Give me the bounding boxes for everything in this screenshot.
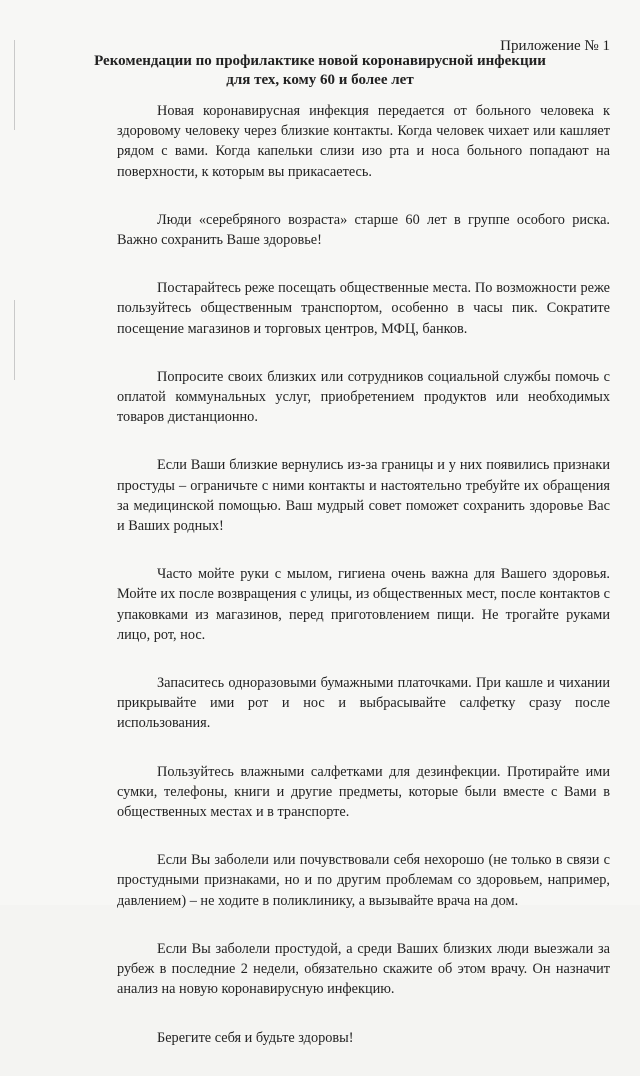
document-title xyxy=(0,52,640,90)
document-body xyxy=(117,101,610,1076)
appendix-label: Приложение № 1 xyxy=(500,38,610,54)
scan-edge-mark xyxy=(14,300,15,380)
paragraph-2: Люди «серебряного возраста» старше 60 лет в группе особого риска. Важно сохранить Ваше здоровье! xyxy=(117,211,610,249)
paragraph-9: Если Вы заболели или почувствовали себя нехорошо (не только в связи с простудными признаками, но и по другим проблемам со здоровьем, например, давлением) – не ходите в поликлинику, а вызывайте врача на дом. xyxy=(117,852,610,909)
paragraph-3: Постарайтесь реже посещать общественные места. По возможности реже пользуйтесь общественным транспортом, особенно в часы пик. Сократите посещение магазинов и торговых центров, МФЦ, банков. xyxy=(117,280,610,337)
paragraph-7: Запаситесь одноразовыми бумажными платочками. При кашле и чихании прикрывайте ими рот и нос и выбрасывайте салфетку сразу после использования. xyxy=(117,675,610,732)
paragraph-4: Попросите своих близких или сотрудников социальной службы помочь с оплатой коммунальных услуг, приобретением продуктов или необходимых товаров дистанционно. xyxy=(117,368,610,426)
title-line-2: для тех, кому 60 и более лет xyxy=(226,72,414,88)
paragraph-6: Часто мойте руки с мылом, гигиена очень важна для Вашего здоровья. Мойте их после возвращения с улицы, из общественных мест, после контактов с упаковками из магазинов, перед приготовлением пищи. Не трогайте руками лицо, рот, нос. xyxy=(117,566,610,643)
paragraph-10: Если Вы заболели простудой, а среди Ваших близких люди выезжали за рубеж в последние 2 недели, обязательно скажите об этом врачу. Он назначит анализ на новую коронавирусную инфекцию. xyxy=(117,940,610,998)
title-line-1: Рекомендации по профилактике новой коронавирусной инфекции xyxy=(94,53,546,69)
paragraph-8: Пользуйтесь влажными салфетками для дезинфекции. Протирайте ими сумки, телефоны, книги и другие предметы, которые были вместе с Вами в общественных местах и в транспорте. xyxy=(117,763,610,821)
paragraph-1: Новая коронавирусная инфекция передается от больного человека к здоровому человеку через близкие контакты. Когда человек чихает или кашляет рядом с вами. Когда капельки слизи изо рта и носа больного попадают на поверхности, к которым вы прикасаетесь. xyxy=(117,103,610,180)
paragraph-5: Если Ваши близкие вернулись из-за границы и у них появились признаки простуды – ограничьте с ними контакты и настоятельно требуйте их обращения за медицинской помощью. Ваш мудрый совет поможет сохранить здоровье Вас и Ваших родных! xyxy=(117,457,610,535)
closing-line: Берегите себя и будьте здоровы! xyxy=(157,1029,354,1046)
